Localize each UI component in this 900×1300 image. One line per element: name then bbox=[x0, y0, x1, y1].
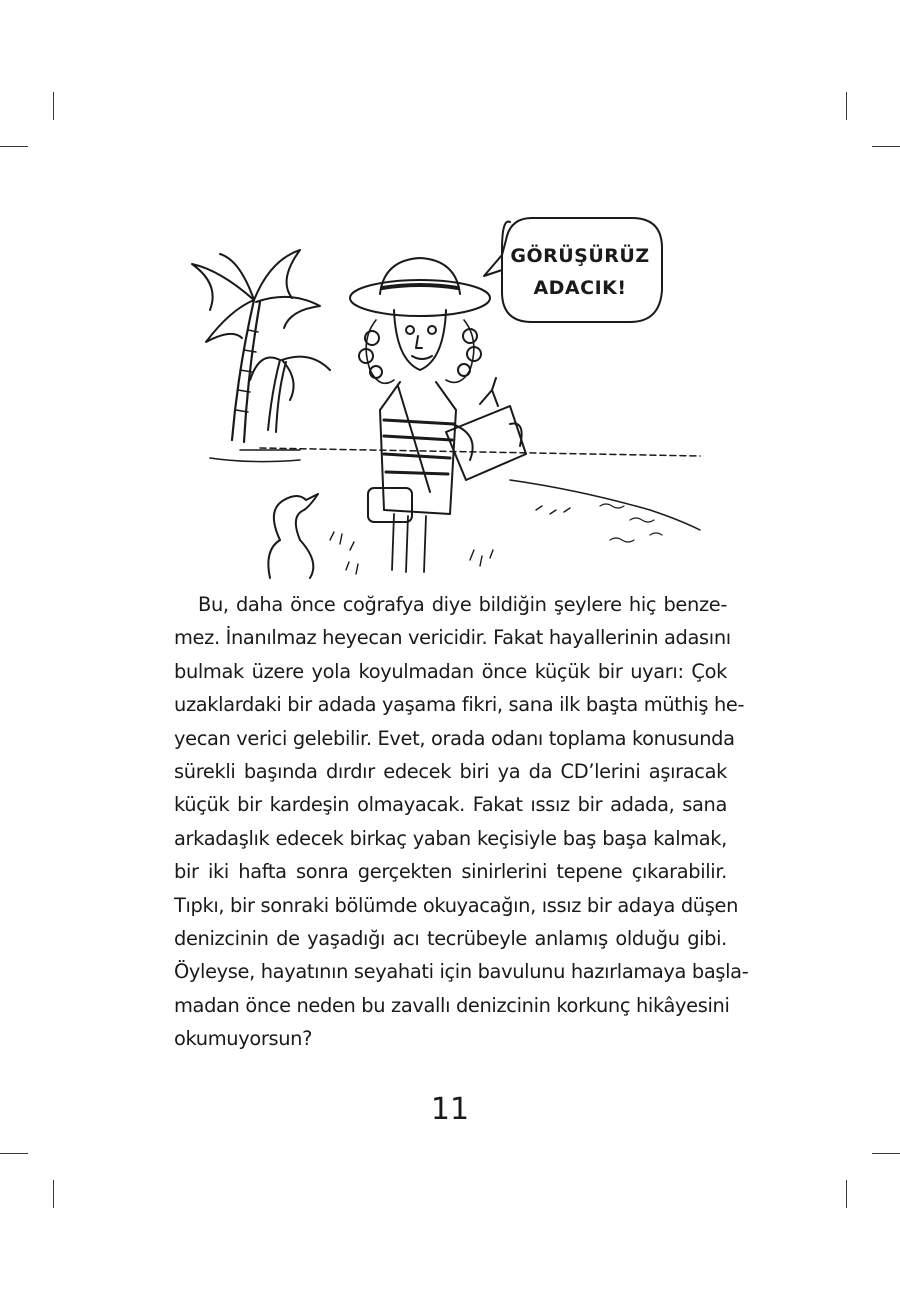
body-line: Tıpkı, bir sonraki bölümde okuyacağın, ıssız bir adaya düşen bbox=[174, 893, 739, 917]
body-paragraph bbox=[174, 588, 749, 1055]
speech-bubble-line-1: GÖRÜŞÜRÜZ bbox=[510, 245, 650, 267]
body-line: Bu, daha önce coğrafya diye bildiğin şeylere hiç benze- bbox=[198, 593, 727, 616]
body-line: denizcinin de yaşadığı acı tecrübeyle anlamış olduğu gibi. bbox=[174, 926, 727, 950]
crop-mark-top-left bbox=[53, 92, 54, 120]
crop-mark-bottom-left bbox=[53, 1180, 54, 1208]
crop-mark-bottom-right bbox=[846, 1180, 847, 1208]
speech-bubble bbox=[500, 218, 660, 326]
crop-mark-bottom-left-h bbox=[0, 1153, 28, 1154]
body-line: sürekli başında dırdır edecek biri ya da CD’lerini aşıracak bbox=[174, 759, 727, 783]
page-number: 11 bbox=[430, 1092, 470, 1127]
body-line: mez. İnanılmaz heyecan vericidir. Fakat hayallerinin adasını bbox=[174, 626, 731, 650]
body-line: bir iki hafta sonra gerçekten sinirlerini tepene çıkarabilir. bbox=[174, 860, 727, 884]
body-line: okumuyorsun? bbox=[174, 1027, 313, 1051]
body-line: yecan verici gelebilir. Evet, orada odanı toplama konusunda bbox=[174, 726, 735, 750]
body-line: Öyleyse, hayatının seyahati için bavulunu hazırlamaya başla- bbox=[174, 960, 749, 984]
crop-mark-top-left-h bbox=[0, 146, 28, 147]
body-line: arkadaşlık edecek birkaç yaban keçisiyle baş başa kalmak, bbox=[174, 826, 727, 850]
body-line: madan önce neden bu zavallı denizcinin korkunç hikâyesini bbox=[174, 993, 730, 1017]
speech-bubble-line-2: ADACIK! bbox=[533, 277, 627, 299]
crop-mark-top-right-h bbox=[872, 146, 900, 147]
body-line: uzaklardaki bir adada yaşama fikri, sana ilk başta müthiş he- bbox=[174, 693, 745, 717]
body-line: bulmak üzere yola koyulmadan önce küçük bir uyarı: Çok bbox=[174, 659, 727, 683]
body-line: küçük bir kardeşin olmayacak. Fakat ıssız bir adada, sana bbox=[174, 793, 727, 817]
crop-mark-bottom-right-h bbox=[872, 1153, 900, 1154]
crop-mark-top-right bbox=[846, 92, 847, 120]
